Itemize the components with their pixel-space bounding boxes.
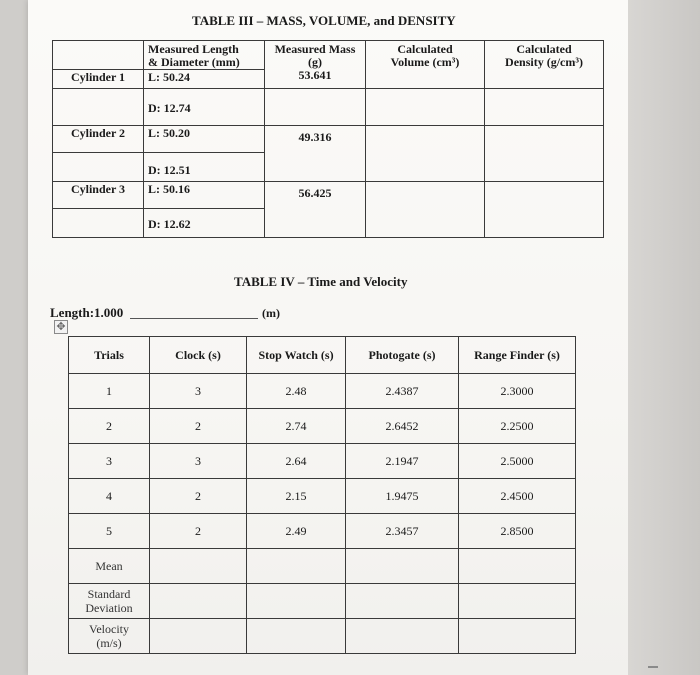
cylinder3-density: [485, 182, 604, 238]
length-underline: [130, 318, 258, 319]
table3-empty-cell: [485, 89, 604, 126]
table-cell: [247, 619, 346, 654]
cylinder2-diameter: D: 12.51: [144, 153, 265, 182]
table-cell: 2: [69, 409, 150, 444]
header-text: Density (g/cm³): [505, 55, 583, 69]
table-cell: 3: [69, 444, 150, 479]
table3-header-volume: [366, 41, 485, 89]
header-text: Calculated: [397, 42, 453, 56]
cylinder3-mass: 56.425: [265, 182, 366, 238]
table4-header: Range Finder (s): [459, 337, 576, 374]
table-cell: 2.49: [247, 514, 346, 549]
table-cell: [150, 549, 247, 584]
header-text: Volume (cm³): [390, 55, 460, 69]
table-cell: 2.3000: [459, 374, 576, 409]
label-text: (m/s): [96, 636, 122, 650]
length-label: Length:1.000: [50, 305, 124, 320]
table-cell: 2.6452: [346, 409, 459, 444]
cylinder3-volume: [366, 182, 485, 238]
table3-header-mass: [265, 41, 366, 89]
table-cell: [346, 549, 459, 584]
cylinder2-label: Cylinder 2: [53, 126, 144, 153]
table-cell: 2.5000: [459, 444, 576, 479]
table4-header: Clock (s): [150, 337, 247, 374]
cylinder2-volume: [366, 126, 485, 182]
table-cell: 2.64: [247, 444, 346, 479]
cylinder3-label: Cylinder 3: [53, 182, 144, 209]
header-text: Calculated: [516, 42, 572, 56]
table3-title: TABLE III – MASS, VOLUME, and DENSITY: [192, 13, 456, 28]
cylinder1-length: L: 50.24: [144, 70, 265, 89]
cylinder3-diameter: D: 12.62: [144, 209, 265, 238]
table-cell: [459, 584, 576, 619]
table-cell: 2.8500: [459, 514, 576, 549]
table-cell: 1.9475: [346, 479, 459, 514]
table-cell: 2.3457: [346, 514, 459, 549]
header-text: Measured Mass: [274, 42, 356, 56]
table-cell: 2.4500: [459, 479, 576, 514]
header-text: & Diameter (mm): [148, 55, 240, 69]
label-text: Velocity: [89, 622, 129, 636]
table-cell: 2.1947: [346, 444, 459, 479]
header-text: (g): [308, 55, 322, 69]
table-cell: [247, 584, 346, 619]
cylinder1-label: Cylinder 1: [53, 70, 144, 89]
table-cell: 2.74: [247, 409, 346, 444]
table3: [52, 40, 604, 238]
table-cell: [150, 619, 247, 654]
table-cell: [346, 584, 459, 619]
mean-label: Mean: [69, 549, 150, 584]
std-dev-label: [69, 584, 150, 619]
table-cell: 4: [69, 479, 150, 514]
table4: [68, 336, 576, 654]
table-cell: 1: [69, 374, 150, 409]
velocity-label: [69, 619, 150, 654]
table-cell: 2.4387: [346, 374, 459, 409]
cylinder1-mass: 53.641: [298, 68, 332, 82]
label-text: Standard: [87, 587, 131, 601]
table-cell: 2: [150, 514, 247, 549]
label-text: Deviation: [85, 601, 133, 615]
header-text: Measured Length: [148, 42, 239, 56]
table-cell: [459, 549, 576, 584]
table-cell: [459, 619, 576, 654]
cylinder2-mass: 49.316: [265, 126, 366, 182]
table-cell: 5: [69, 514, 150, 549]
table-cell: [247, 549, 346, 584]
move-handle-icon[interactable]: ✥: [54, 320, 68, 334]
cylinder3-length: L: 50.16: [144, 182, 265, 209]
table3-spacer: [53, 209, 144, 238]
page-corner-mark: [648, 666, 658, 668]
table3-spacer: [53, 89, 144, 126]
page-shadow: [628, 0, 700, 675]
table-cell: [150, 584, 247, 619]
table3-empty-cell: [265, 89, 366, 126]
table4-header: Trials: [69, 337, 150, 374]
table4-header: Photogate (s): [346, 337, 459, 374]
table4-title: TABLE IV – Time and Velocity: [234, 274, 408, 289]
table-cell: 3: [150, 444, 247, 479]
table-cell: 2: [150, 409, 247, 444]
table-cell: 2: [150, 479, 247, 514]
table-cell: 2.15: [247, 479, 346, 514]
table3-spacer: [53, 153, 144, 182]
table3-header-length: [144, 41, 265, 70]
table-cell: [346, 619, 459, 654]
table3-corner-cell: [53, 41, 144, 70]
cylinder2-length: L: 50.20: [144, 126, 265, 153]
table3-header-density: [485, 41, 604, 89]
cylinder2-density: [485, 126, 604, 182]
length-unit: (m): [262, 306, 280, 320]
table-cell: 3: [150, 374, 247, 409]
table-cell: 2.2500: [459, 409, 576, 444]
table-cell: 2.48: [247, 374, 346, 409]
table4-header: Stop Watch (s): [247, 337, 346, 374]
cylinder1-diameter: D: 12.74: [144, 89, 265, 126]
table3-empty-cell: [366, 89, 485, 126]
